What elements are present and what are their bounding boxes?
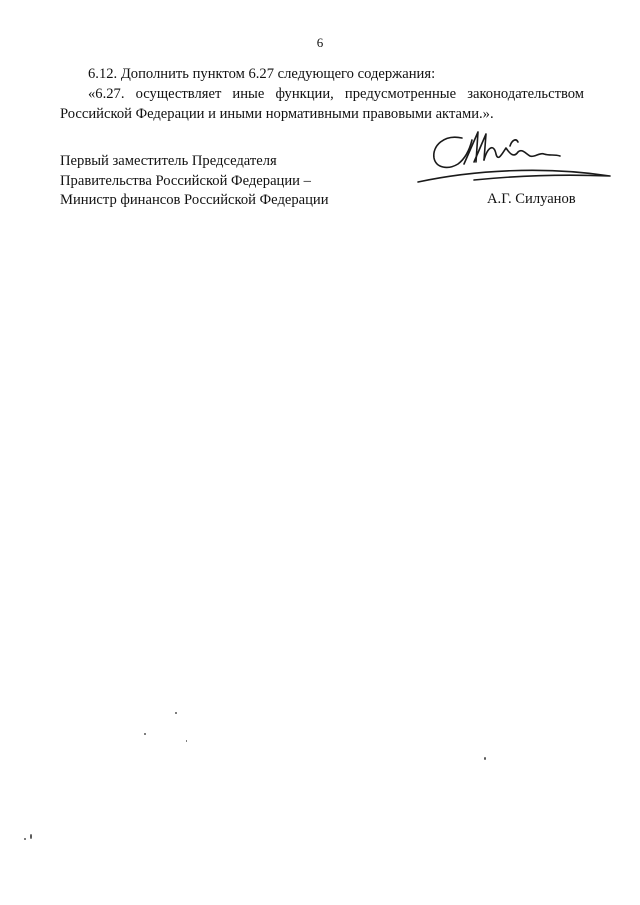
signer-position-line: Первый заместитель Председателя bbox=[60, 153, 277, 169]
signer-position-line: Правительства Российской Федерации – bbox=[60, 172, 311, 189]
scan-speck bbox=[175, 712, 177, 714]
signer-position-line: Министр финансов Российской Федерации bbox=[60, 192, 329, 208]
signer-position bbox=[60, 152, 329, 211]
scan-speck bbox=[24, 838, 26, 840]
scan-speck bbox=[144, 733, 146, 735]
paragraph-amendment: 6.12. Дополнить пунктом 6.27 следующего содержания: bbox=[88, 66, 436, 82]
scan-speck bbox=[186, 740, 187, 742]
scan-speck bbox=[30, 834, 32, 839]
signer-name: А.Г. Силуанов bbox=[487, 191, 576, 207]
page-number: 6 bbox=[316, 35, 324, 50]
scan-speck bbox=[484, 757, 486, 760]
paragraph-clause-text: «6.27. осуществляет иные функции, предусмотренные законодательством Российской Федерации и иными нормативными правовыми актами.». bbox=[60, 86, 584, 122]
handwritten-signature bbox=[414, 124, 614, 190]
